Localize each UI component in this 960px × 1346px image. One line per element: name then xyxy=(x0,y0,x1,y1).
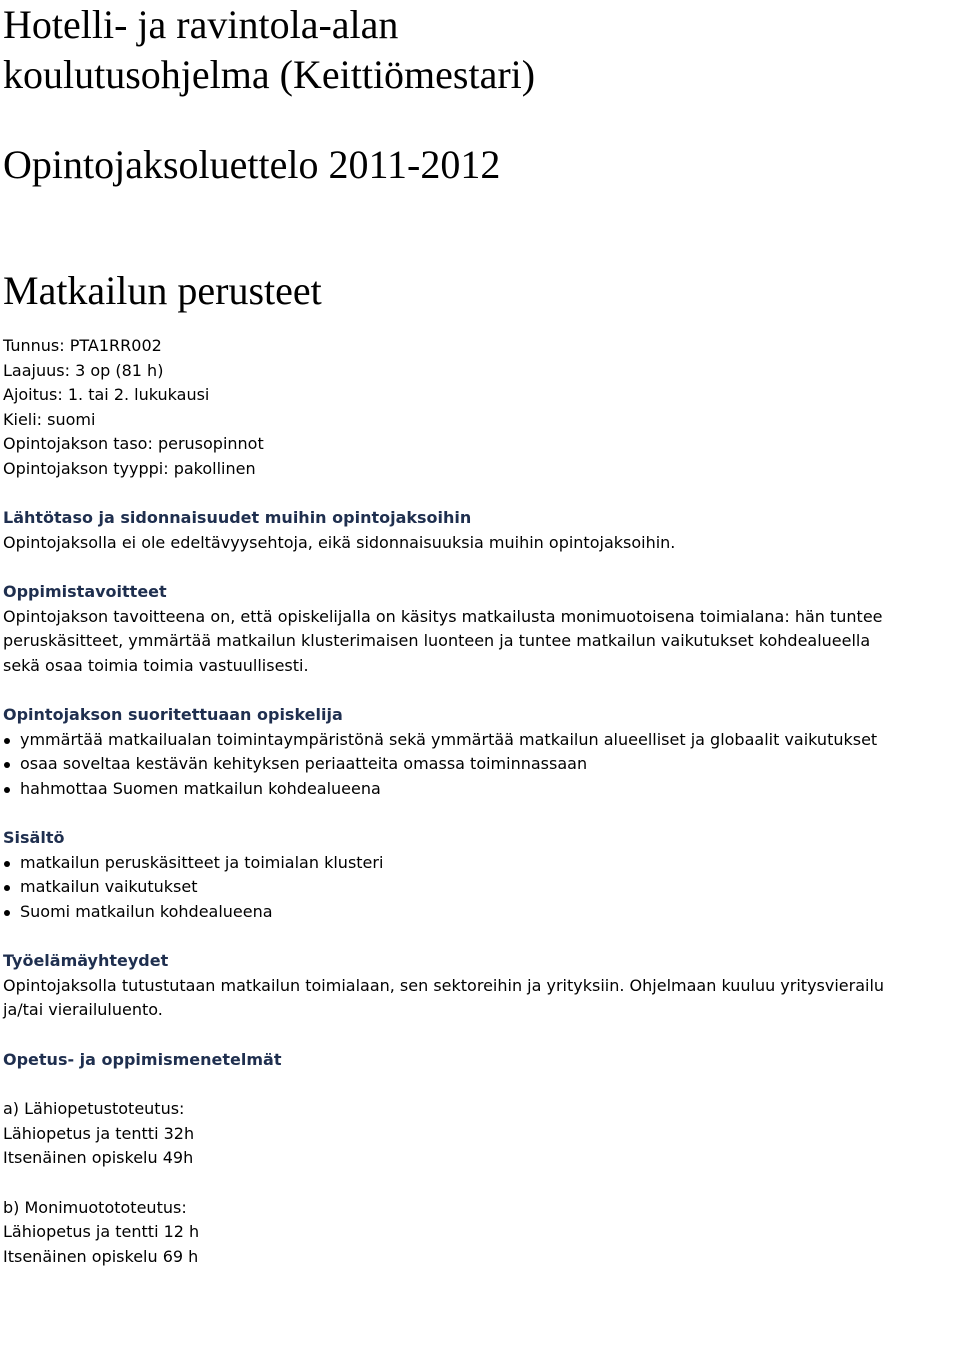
method-option-a-label: a) Lähiopetustoteutus: xyxy=(3,1099,185,1118)
method-option-b-line: Lähiopetus ja tentti 12 h xyxy=(3,1222,200,1241)
content-list xyxy=(3,851,958,925)
objectives-line-3: sekä osaa toimia toimia vastuullisesti. xyxy=(3,655,309,675)
content-heading: Sisältö xyxy=(3,828,65,847)
objectives-section xyxy=(3,580,958,678)
document-page xyxy=(3,0,958,1269)
meta-type: Opintojakson tyyppi: pakollinen xyxy=(3,458,256,478)
prerequisites-section xyxy=(3,506,958,555)
method-option-b xyxy=(3,1196,958,1270)
program-title-line1: Hotelli- ja ravintola-alan xyxy=(3,2,399,47)
objectives-line-2: peruskäsitteet, ymmärtää matkailun klusterimaisen luonteen ja tuntee matkailun vaikutukset kohdealueella xyxy=(3,631,871,650)
method-option-a-line: Lähiopetus ja tentti 32h xyxy=(3,1123,195,1143)
objectives-heading: Oppimistavoitteet xyxy=(3,582,167,601)
list-item: hahmottaa Suomen matkailun kohdealueena xyxy=(3,777,958,802)
list-item: matkailun vaikutukset xyxy=(3,875,958,900)
objectives-line-1: Opintojakson tavoitteena on, että opiskelijalla on käsitys matkailusta monimuotoisena toimialana: hän tuntee xyxy=(3,606,883,626)
worklife-heading: Työelämäyhteydet xyxy=(3,951,169,970)
methods-section xyxy=(3,1048,958,1270)
worklife-line-1: Opintojaksolla tutustutaan matkailun toimialaan, sen sektoreihin ja yrityksiin. Ohjelmaan kuuluu yritysvierailu xyxy=(3,975,885,995)
outcomes-heading: Opintojakson suoritettuaan opiskelija xyxy=(3,705,343,724)
list-item: Suomi matkailun kohdealueena xyxy=(3,900,958,925)
course-title: Matkailun perusteet xyxy=(3,268,322,313)
outcomes-section xyxy=(3,703,958,801)
outcomes-list xyxy=(3,728,958,802)
prerequisites-heading: Lähtötaso ja sidonnaisuudet muihin opintojaksoihin xyxy=(3,508,472,527)
course-meta xyxy=(3,334,958,481)
method-option-a-line: Itsenäinen opiskelu 49h xyxy=(3,1148,194,1167)
list-item: matkailun peruskäsitteet ja toimialan klusteri xyxy=(3,851,958,876)
method-option-b-line: Itsenäinen opiskelu 69 h xyxy=(3,1246,199,1266)
meta-scope: Laajuus: 3 op (81 h) xyxy=(3,360,164,380)
meta-code: Tunnus: PTA1RR002 xyxy=(3,336,162,355)
program-title-line2: koulutusohjelma (Keittiömestari) xyxy=(3,52,536,97)
methods-heading: Opetus- ja oppimismenetelmät xyxy=(3,1049,282,1069)
list-item: ymmärtää matkailualan toimintaympäristönä sekä ymmärtää matkailun alueelliset ja globaalit vaikutukset xyxy=(3,728,958,753)
method-option-b-label: b) Monimuotototeutus: xyxy=(3,1197,187,1217)
catalog-title: Opintojaksoluettelo 2011-2012 xyxy=(3,142,501,187)
content-section xyxy=(3,826,958,924)
worklife-section xyxy=(3,949,958,1023)
method-option-a xyxy=(3,1097,958,1171)
meta-language: Kieli: suomi xyxy=(3,409,96,429)
meta-level: Opintojakson taso: perusopinnot xyxy=(3,434,264,453)
meta-timing: Ajoitus: 1. tai 2. lukukausi xyxy=(3,385,210,404)
list-item: osaa soveltaa kestävän kehityksen periaatteita omassa toiminnassaan xyxy=(3,752,958,777)
prerequisites-text: Opintojaksolla ei ole edeltävyysehtoja, eikä sidonnaisuuksia muihin opintojaksoihin. xyxy=(3,532,676,552)
worklife-line-2: ja/tai vierailuluento. xyxy=(3,1000,163,1019)
